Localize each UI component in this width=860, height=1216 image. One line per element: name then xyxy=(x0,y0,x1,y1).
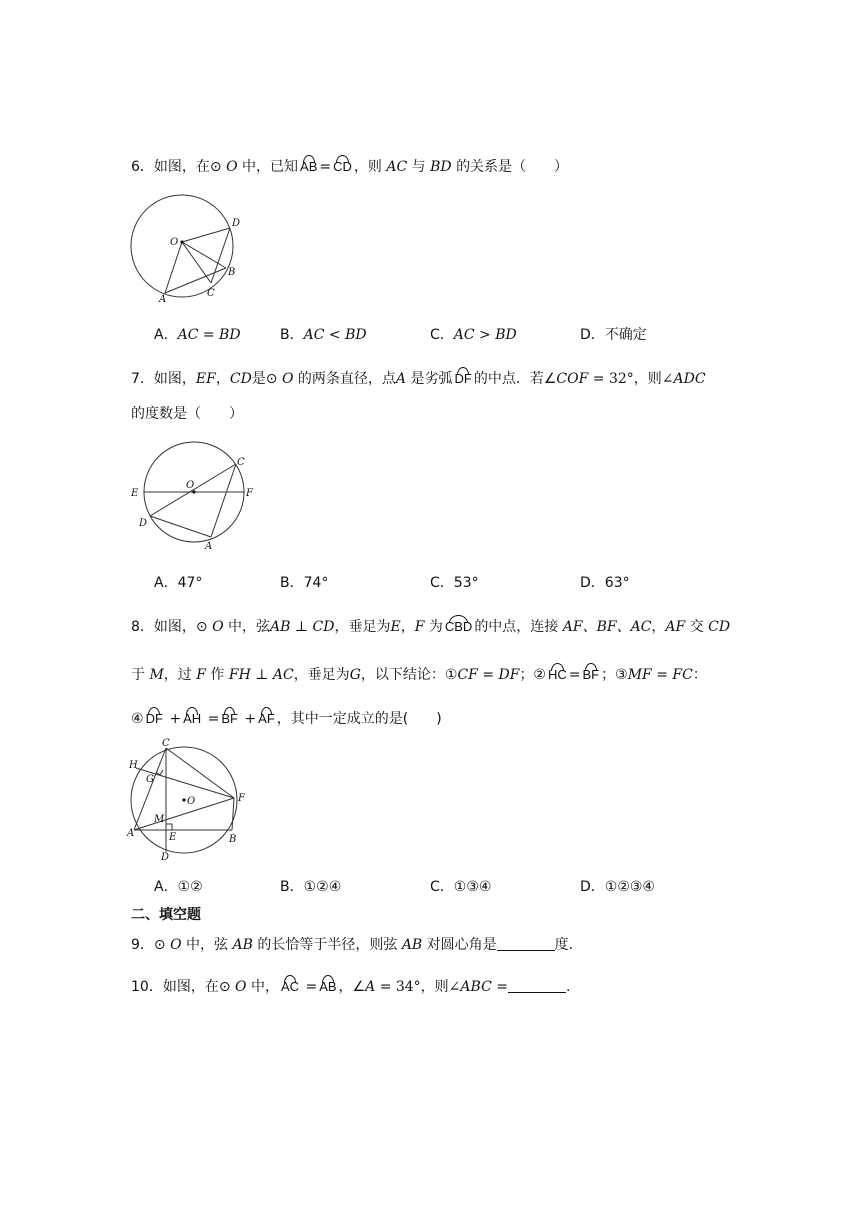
arc-df: DF xyxy=(455,366,472,386)
arc-ab-2: AB xyxy=(319,974,336,994)
q8-option-c[interactable]: C．①③④ xyxy=(430,879,492,895)
question-8-figure xyxy=(126,738,256,863)
question-8-line3: ④ DF + AH = BF + AF ，其中一定成立的是( ) xyxy=(131,706,442,729)
answer-blank-q10[interactable] xyxy=(508,978,566,993)
question-7-stem: 7．如图，EF，CD是⊙ O 的两条直径，点A 是劣弧 DF 的中点．若∠COF = 32°，则∠ADC xyxy=(131,366,706,389)
q8-option-b[interactable]: B．①②④ xyxy=(280,879,342,895)
question-10-stem: 10．如图，在⊙ O 中， AC = AB ，∠A = 34°，则∠ABC = . xyxy=(131,974,570,997)
answer-blank-q9[interactable] xyxy=(497,936,555,951)
arc-ah: AH xyxy=(183,706,201,726)
svg-text:G: G xyxy=(146,774,154,785)
svg-text:E: E xyxy=(131,488,139,499)
svg-text:O: O xyxy=(170,237,179,248)
q6-option-d[interactable]: D．不确定 xyxy=(580,327,647,343)
svg-text:H: H xyxy=(129,760,138,771)
svg-text:C: C xyxy=(207,288,215,299)
question-7-stem-line2: 的度数是（ ） xyxy=(131,406,243,422)
svg-text:C: C xyxy=(162,738,170,749)
question-8-line2: 于 M，过 F 作 FH ⊥ AC，垂足为G，以下结论：①CF = DF；② HC = BF ；③MF = FC： xyxy=(131,662,707,685)
svg-text:A: A xyxy=(159,294,167,305)
q7-option-b[interactable]: B．74° xyxy=(280,575,329,591)
section-heading-fill-in: 二、填空题 xyxy=(131,907,201,923)
q6-option-c[interactable]: C．AC > BD xyxy=(430,327,517,343)
q8-option-d[interactable]: D．①②③④ xyxy=(580,879,655,895)
svg-text:D: D xyxy=(139,518,148,529)
svg-text:D: D xyxy=(161,852,170,863)
svg-text:B: B xyxy=(228,267,236,278)
arc-df-2: DF xyxy=(146,706,163,726)
arc-bf: BF xyxy=(583,662,600,682)
question-6-figure xyxy=(128,190,243,305)
svg-text:E: E xyxy=(169,832,177,843)
svg-text:O: O xyxy=(186,480,195,491)
arc-ab: AB xyxy=(300,154,317,174)
arc-ac: AC xyxy=(281,974,299,994)
q7-option-d[interactable]: D．63° xyxy=(580,575,630,591)
question-9-stem: 9．⊙ O 中，弦 AB 的长恰等于半径，则弦 AB 对圆心角是 度. xyxy=(131,937,574,953)
svg-text:M: M xyxy=(154,814,165,825)
q6-option-a[interactable]: A．AC = BD xyxy=(154,327,241,343)
q7-option-a[interactable]: A．47° xyxy=(154,575,203,591)
question-7-figure xyxy=(128,440,258,555)
svg-text:A: A xyxy=(205,541,213,552)
arc-hc: HC xyxy=(548,662,567,682)
svg-text:C: C xyxy=(237,457,245,468)
svg-text:F: F xyxy=(246,488,253,499)
arc-af: AF xyxy=(258,706,275,726)
svg-text:D: D xyxy=(232,218,241,229)
svg-text:A: A xyxy=(127,828,135,839)
svg-text:O: O xyxy=(187,796,196,807)
q6-option-b[interactable]: B．AC < BD xyxy=(280,327,367,343)
arc-cd: CD xyxy=(333,154,352,174)
question-6-stem: 6．如图，在⊙ O 中，已知 AB = CD ，则 AC 与 BD 的关系是（ ） xyxy=(131,154,568,177)
arc-bf-2: BF xyxy=(221,706,238,726)
question-8-line1: 8．如图，⊙ O 中，弦AB ⊥ CD，垂足为E，F 为 CBD 的中点，连接 AF、BF、AC，AF 交 CD xyxy=(131,614,730,637)
q7-option-c[interactable]: C．53° xyxy=(430,575,479,591)
svg-text:F: F xyxy=(238,793,245,804)
q8-option-a[interactable]: A．①② xyxy=(154,879,203,895)
svg-text:B: B xyxy=(229,834,237,845)
arc-cbd: CBD xyxy=(445,614,472,634)
